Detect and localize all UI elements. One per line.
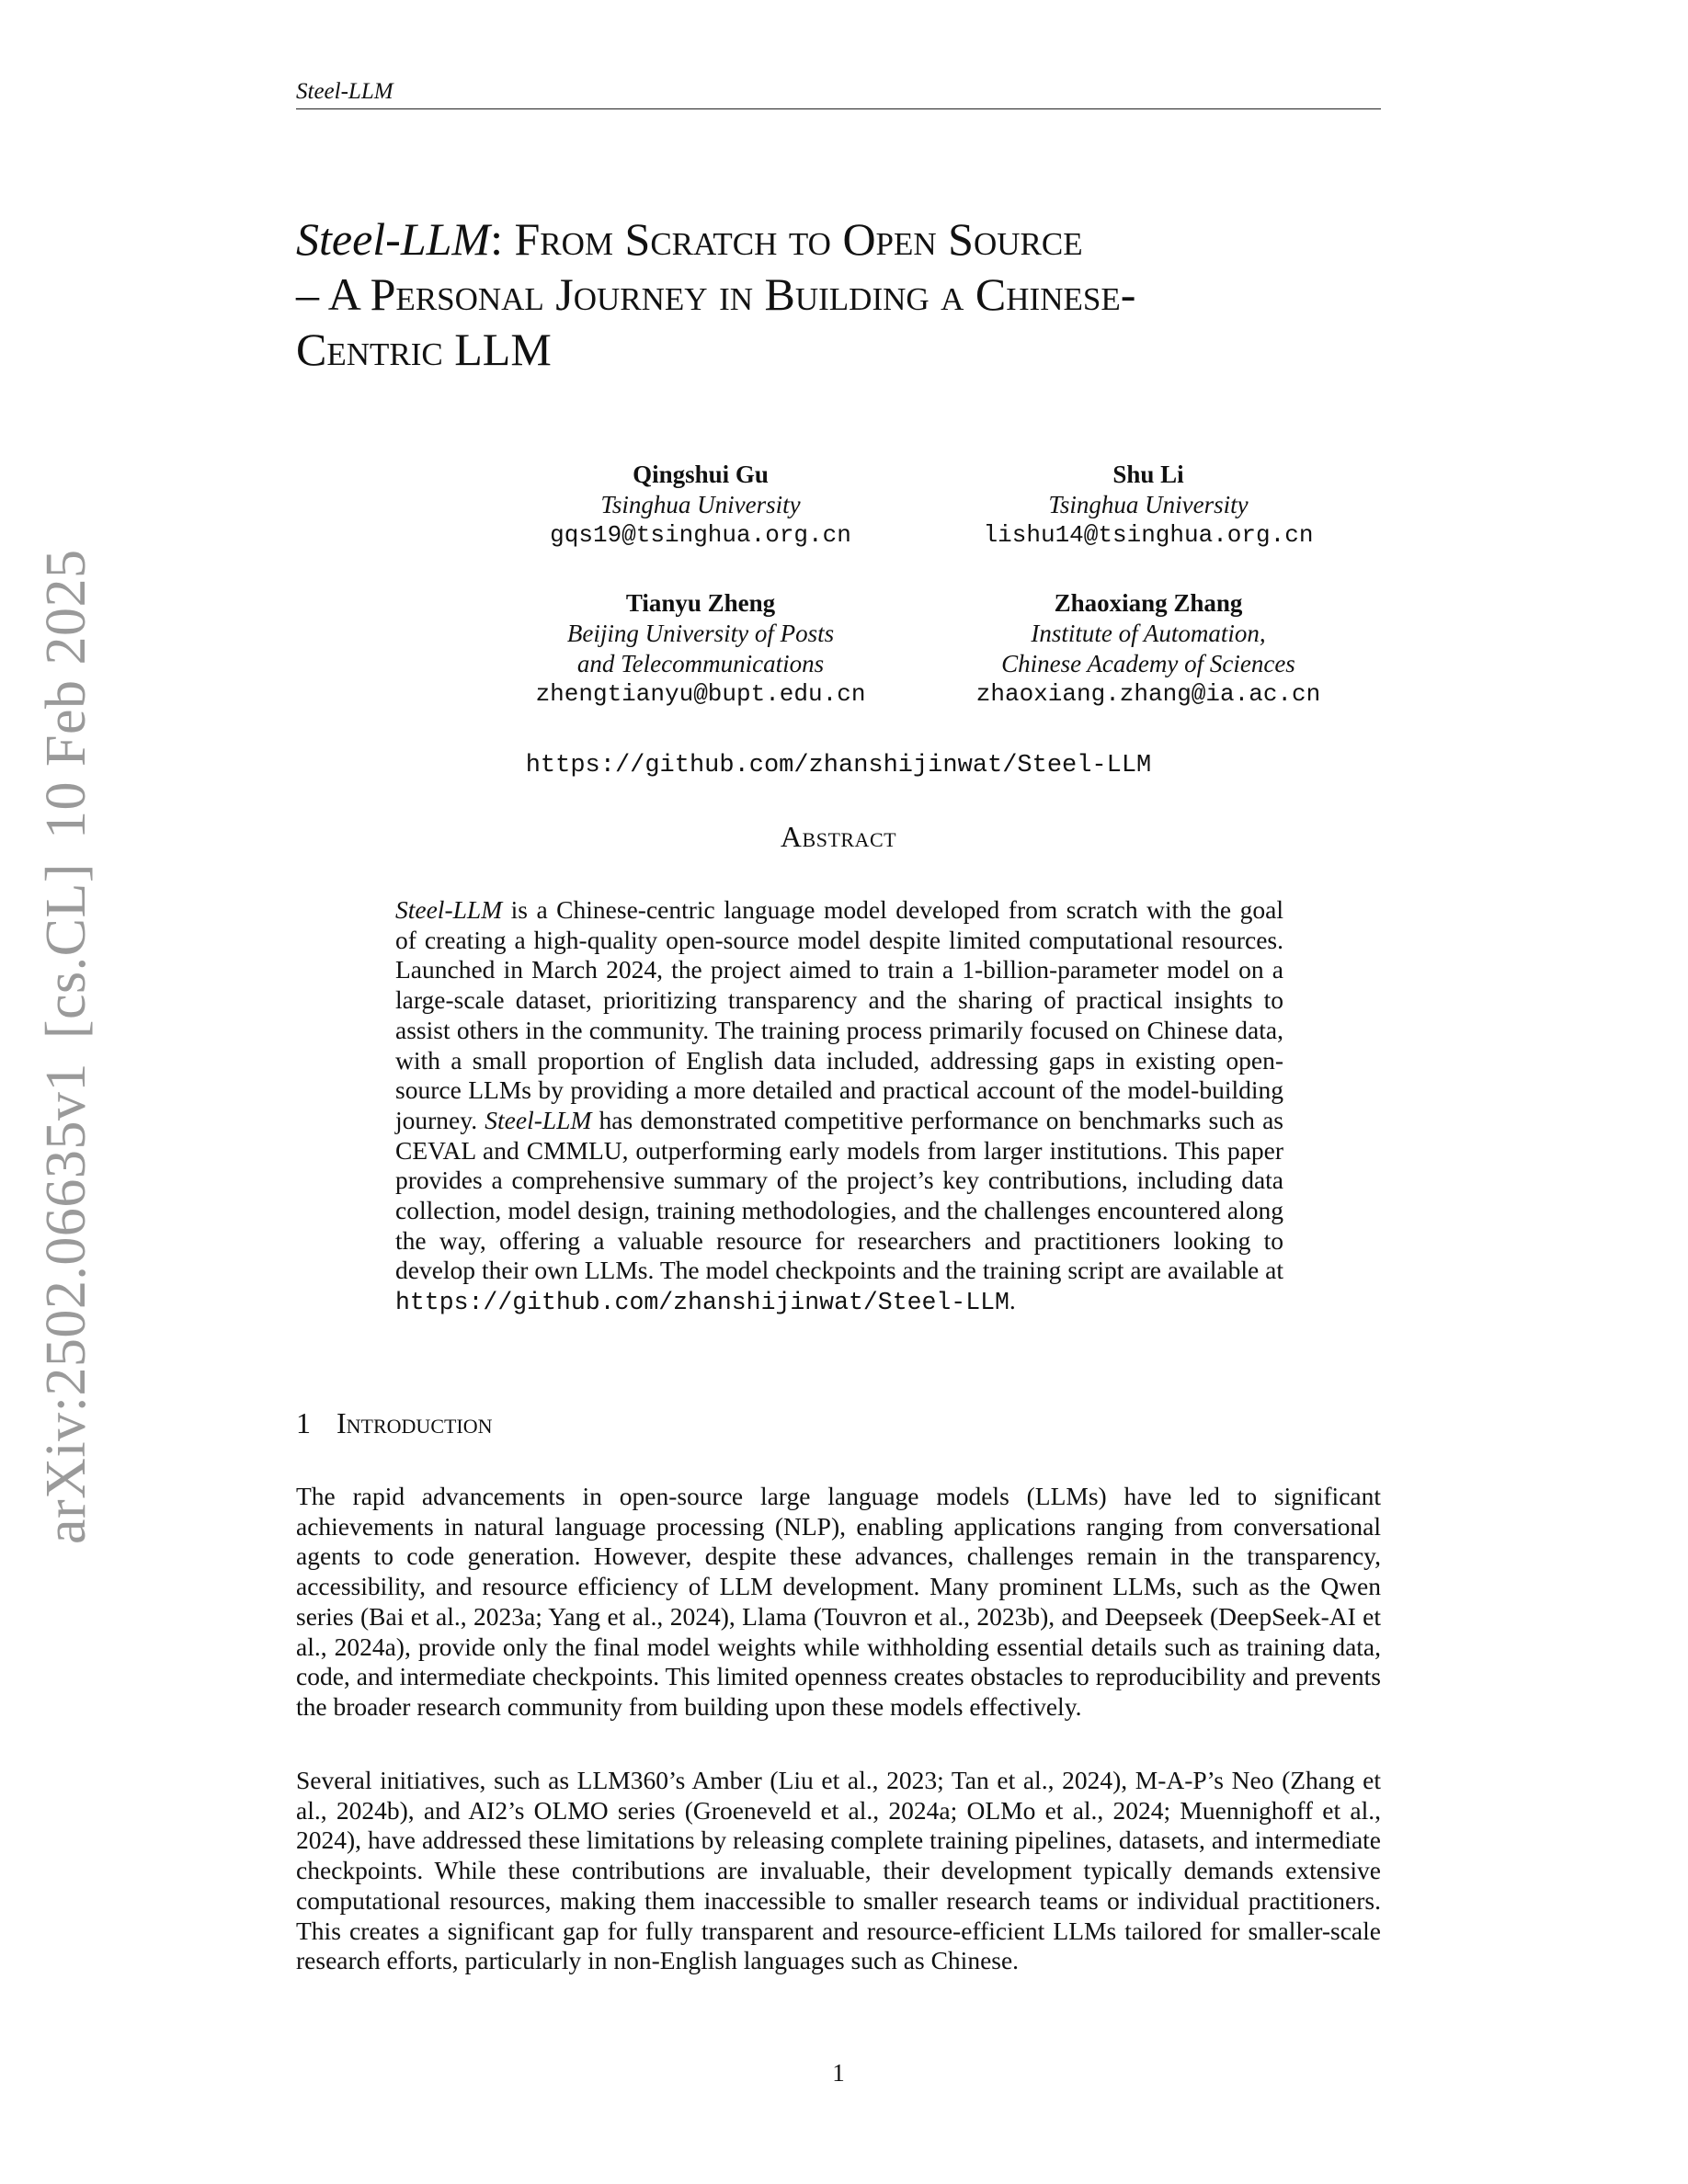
author-name: Qingshui Gu (633, 461, 769, 488)
author-card (937, 588, 1360, 710)
author-card (937, 460, 1360, 551)
arxiv-id: arXiv:2502.06635v1 (34, 1063, 97, 1544)
title-line-1-rest: : From Scratch to Open Source (490, 213, 1083, 265)
body-paragraph: The rapid advancements in open-source large language models (LLMs) have led to significant achievements in natural language processing (NLP), enabling applications ranging from conversational agents to code generation. However, despite these advances, challenges remain in the transparency, accessibility, and resource efficiency of LLM development. Many prominent LLMs, such as the Qwen series (Bai et al., 2023a; Yang et al., 2024), Llama (Touvron et al., 2023b), and Deepseek (DeepSeek-AI et al., 2024a), provide only the final model weights while withholding essential details such as training data, code, and intermediate checkpoints. This limited openness creates obstacles to reproducibility and prevents the broader research community from building upon these models effectively. (296, 1482, 1381, 1721)
author-affiliation: Tsinghua University (600, 491, 801, 518)
section-number: 1 (296, 1406, 311, 1439)
author-email[interactable]: zhengtianyu@bupt.edu.cn (535, 680, 866, 708)
abstract-mid-italic: Steel-LLM (485, 1105, 592, 1134)
author-affiliation: Institute of Automation, (1031, 620, 1266, 647)
page-number: 1 (832, 2059, 845, 2087)
abstract-text-2: has demonstrated competitive performance on benchmarks such as CEVAL and CMMLU, outperforming early models from larger institutions. This paper provides a comprehensive summary of the project’s key contributions, including data collection, model design, training methodologies, and the challenges encountered along the way, offering a valuable resource for researchers and practitioners looking to develop their own LLMs. The model checkpoints and the training script are available at (395, 1105, 1283, 1285)
arxiv-date: 10 Feb 2025 (34, 549, 97, 839)
author-email[interactable]: gqs19@tsinghua.org.cn (550, 521, 851, 549)
abstract-body (395, 895, 1283, 1318)
section-title: Introduction (336, 1406, 493, 1439)
body-paragraph: Several initiatives, such as LLM360’s Amber (Liu et al., 2023; Tan et al., 2024), M-A-P’s Neo (Zhang et al., 2024b), and AI2’s OLMO series (Groeneveld et al., 2024a; OLMo et al., 2024; Muennighoff et al., 2024), have addressed these limitations by releasing complete training pipelines, datasets, and intermediate checkpoints. While these contributions are invaluable, their development typically demands extensive computational resources, making them inaccessible to smaller research teams or individual practitioners. This creates a significant gap for fully transparent and resource-efficient LLMs tailored for smaller-scale research efforts, particularly in non-English languages such as Chinese. (296, 1766, 1381, 1975)
arxiv-category: [cs.CL] (34, 862, 97, 1040)
title-italic: Steel-LLM (296, 213, 491, 265)
author-email[interactable]: lishu14@tsinghua.org.cn (983, 521, 1314, 549)
running-header-text: Steel-LLM (296, 79, 393, 104)
author-affiliation: and Telecommunications (576, 650, 825, 677)
arxiv-stamp (29, 549, 103, 1544)
author-name: Shu Li (1112, 461, 1184, 488)
abstract-heading: Abstract (780, 820, 897, 853)
abstract-end: . (1009, 1286, 1016, 1315)
section-heading (296, 1406, 493, 1440)
abstract-text-1: is a Chinese-centric language model developed from scratch with the goal of creating a high-quality open-source model despite limited computational resources. Launched in March 2024, the project aimed to train a 1-billion-parameter model on a large-scale dataset, prioritizing transparency and the sharing of practical insights to assist others in the community. The training process primarily focused on Chinese data, with a small proportion of English data included, addressing gaps in existing open-source LLMs by providing a more detailed and practical account of the model-building journey. (395, 895, 1283, 1134)
author-name: Tianyu Zheng (625, 589, 776, 617)
paper-title (296, 211, 1381, 377)
running-header (296, 72, 1381, 109)
abstract-lead-italic: Steel-LLM (395, 895, 503, 924)
author-card (489, 588, 912, 710)
abstract-link[interactable]: https://github.com/zhanshijinwat/Steel-LLM (395, 1289, 1009, 1317)
author-affiliation: Tsinghua University (1048, 491, 1249, 518)
title-line-3: Centric LLM (296, 324, 552, 375)
author-affiliation: Chinese Academy of Sciences (1001, 650, 1295, 677)
author-card (489, 460, 912, 551)
author-name: Zhaoxiang Zhang (1054, 589, 1243, 617)
author-email[interactable]: zhaoxiang.zhang@ia.ac.cn (975, 680, 1321, 708)
author-affiliation: Beijing University of Posts (566, 620, 835, 647)
title-line-2: – A Personal Journey in Building a Chinese- (296, 268, 1136, 320)
repo-link[interactable]: https://github.com/zhanshijinwat/Steel-LLM (525, 752, 1152, 779)
title-line-1 (296, 211, 1381, 267)
